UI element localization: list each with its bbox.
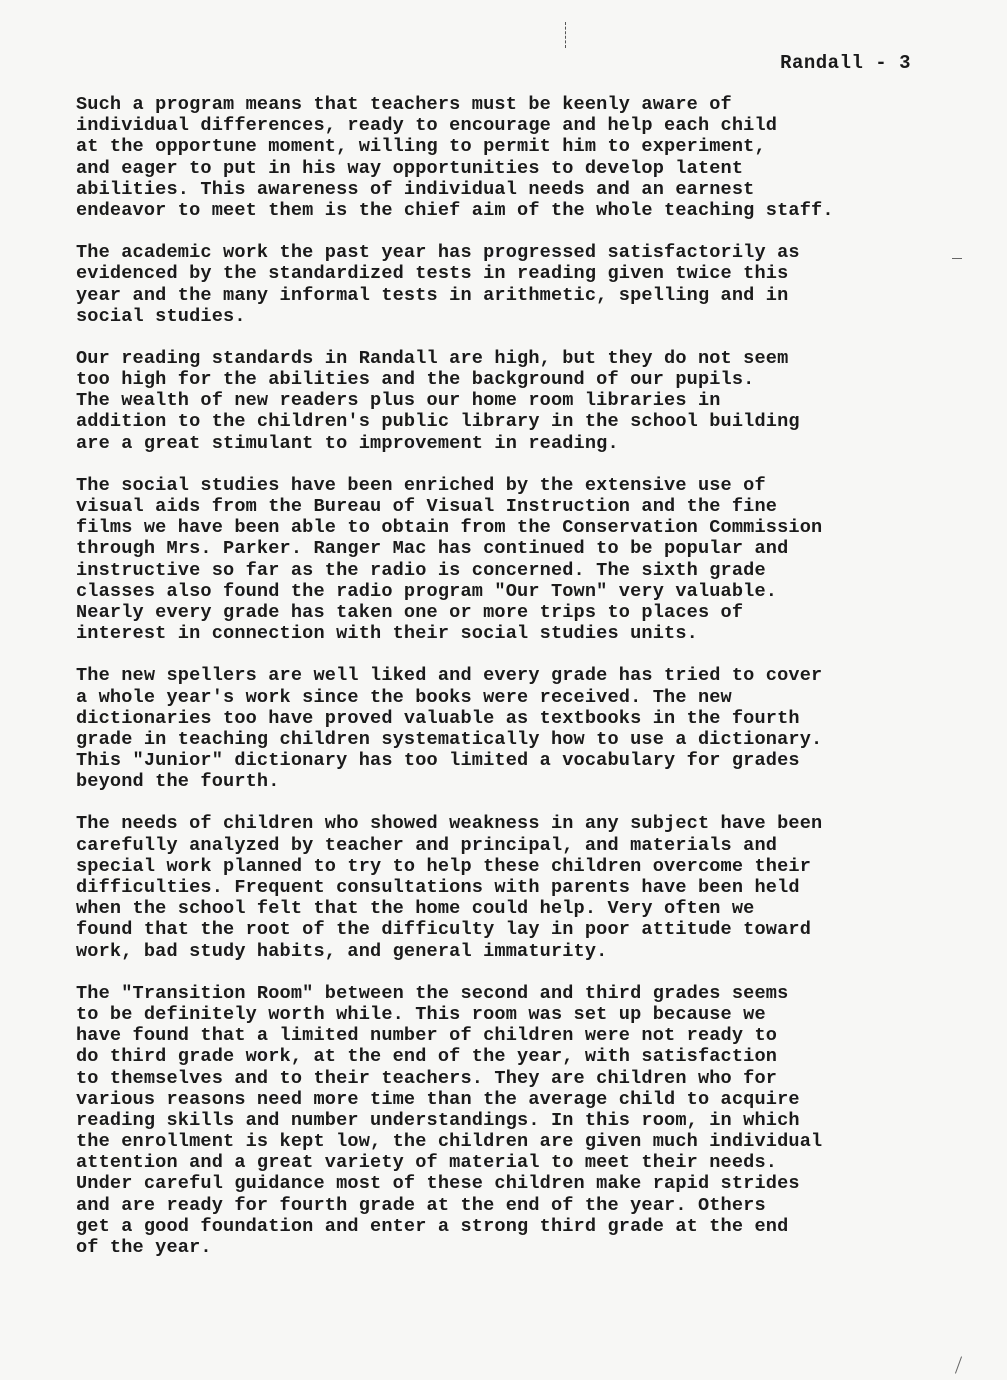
text-line: individual differences, ready to encourage and help each child: [76, 115, 778, 137]
text-line: social studies.: [76, 305, 246, 327]
text-line: endeavor to meet them is the chief aim of the whole teaching staff.: [76, 199, 834, 221]
paragraph: [76, 242, 946, 327]
text-line: Nearly every grade has taken one or more trips to places of: [76, 601, 744, 623]
text-line: abilities. This awareness of individual needs and an earnest: [76, 178, 755, 200]
text-line: work, bad study habits, and general immaturity.: [76, 940, 608, 962]
text-line: Such a program means that teachers must be keenly aware of: [76, 94, 732, 115]
paragraph: [76, 94, 946, 221]
scan-mark-right: [952, 258, 962, 259]
text-line: when the school felt that the home could help. Very often we: [76, 898, 755, 920]
text-line: to be definitely worth while. This room was set up because we: [76, 1003, 766, 1025]
text-line: evidenced by the standardized tests in reading given twice this: [76, 263, 789, 285]
text-line: This "Junior" dictionary has too limited a vocabulary for grades: [76, 750, 800, 772]
text-line: classes also found the radio program "Our Town" very valuable.: [76, 580, 778, 602]
text-line: get a good foundation and enter a strong third grade at the end: [76, 1215, 789, 1237]
text-line: Our reading standards in Randall are high, but they do not seem: [76, 347, 789, 369]
text-line: difficulties. Frequent consultations with parents have been held: [76, 877, 800, 898]
text-line: through Mrs. Parker. Ranger Mac has continued to be popular and: [76, 538, 789, 560]
text-line: have found that a limited number of children were not ready to: [76, 1025, 778, 1047]
paragraph: [76, 813, 946, 961]
text-line: films we have been able to obtain from the Conservation Commission: [76, 517, 823, 539]
text-line: The academic work the past year has progressed satisfactorily as: [76, 242, 800, 264]
paragraph: [76, 348, 946, 454]
text-line: grade in teaching children systematically how to use a dictionary.: [76, 728, 823, 750]
scan-mark-top: [565, 22, 568, 48]
text-line: do third grade work, at the end of the year, with satisfaction: [76, 1046, 778, 1068]
text-line: The social studies have been enriched by the extensive use of: [76, 474, 766, 496]
document-body: [76, 94, 946, 1279]
text-line: are a great stimulant to improvement in reading.: [76, 432, 619, 454]
page-label: Randall - 3: [780, 52, 911, 74]
text-line: visual aids from the Bureau of Visual Instruction and the fine: [76, 496, 778, 517]
text-line: various reasons need more time than the average child to acquire: [76, 1088, 800, 1110]
text-line: attention and a great variety of material to meet their needs.: [76, 1152, 778, 1174]
text-line: Under careful guidance most of these children make rapid strides: [76, 1173, 800, 1195]
text-line: instructive so far as the radio is concerned. The sixth grade: [76, 559, 766, 581]
text-line: at the opportune moment, willing to permit him to experiment,: [76, 136, 766, 158]
text-line: a whole year's work since the books were received. The new: [76, 686, 732, 708]
text-line: The "Transition Room" between the second and third grades seems: [76, 982, 789, 1004]
text-line: found that the root of the difficulty lay in poor attitude toward: [76, 919, 812, 941]
text-line: special work planned to try to help these children overcome their: [76, 855, 812, 877]
text-line: reading skills and number understandings. In this room, in which: [76, 1109, 800, 1131]
text-line: dictionaries too have proved valuable as textbooks in the fourth: [76, 707, 800, 729]
paragraph: [76, 665, 946, 792]
scan-mark-bottom: [955, 1356, 962, 1373]
text-line: and are ready for fourth grade at the end of the year. Others: [76, 1194, 766, 1216]
text-line: The wealth of new readers plus our home room libraries in: [76, 390, 721, 412]
text-line: addition to the children's public library in the school building: [76, 411, 800, 433]
text-line: The new spellers are well liked and every grade has tried to cover: [76, 665, 823, 687]
text-line: The needs of children who showed weakness in any subject have been: [76, 813, 823, 835]
text-line: and eager to put in his way opportunities to develop latent: [76, 157, 744, 179]
text-line: of the year.: [76, 1237, 212, 1258]
text-line: interest in connection with their social studies units.: [76, 623, 698, 645]
text-line: beyond the fourth.: [76, 771, 280, 793]
text-line: carefully analyzed by teacher and principal, and materials and: [76, 834, 778, 856]
paragraph: [76, 475, 946, 645]
text-line: year and the many informal tests in arithmetic, spelling and in: [76, 284, 789, 306]
paragraph: [76, 983, 946, 1258]
text-line: the enrollment is kept low, the children are given much individual: [76, 1131, 823, 1153]
text-line: to themselves and to their teachers. They are children who for: [76, 1067, 778, 1089]
text-line: too high for the abilities and the background of our pupils.: [76, 369, 755, 391]
